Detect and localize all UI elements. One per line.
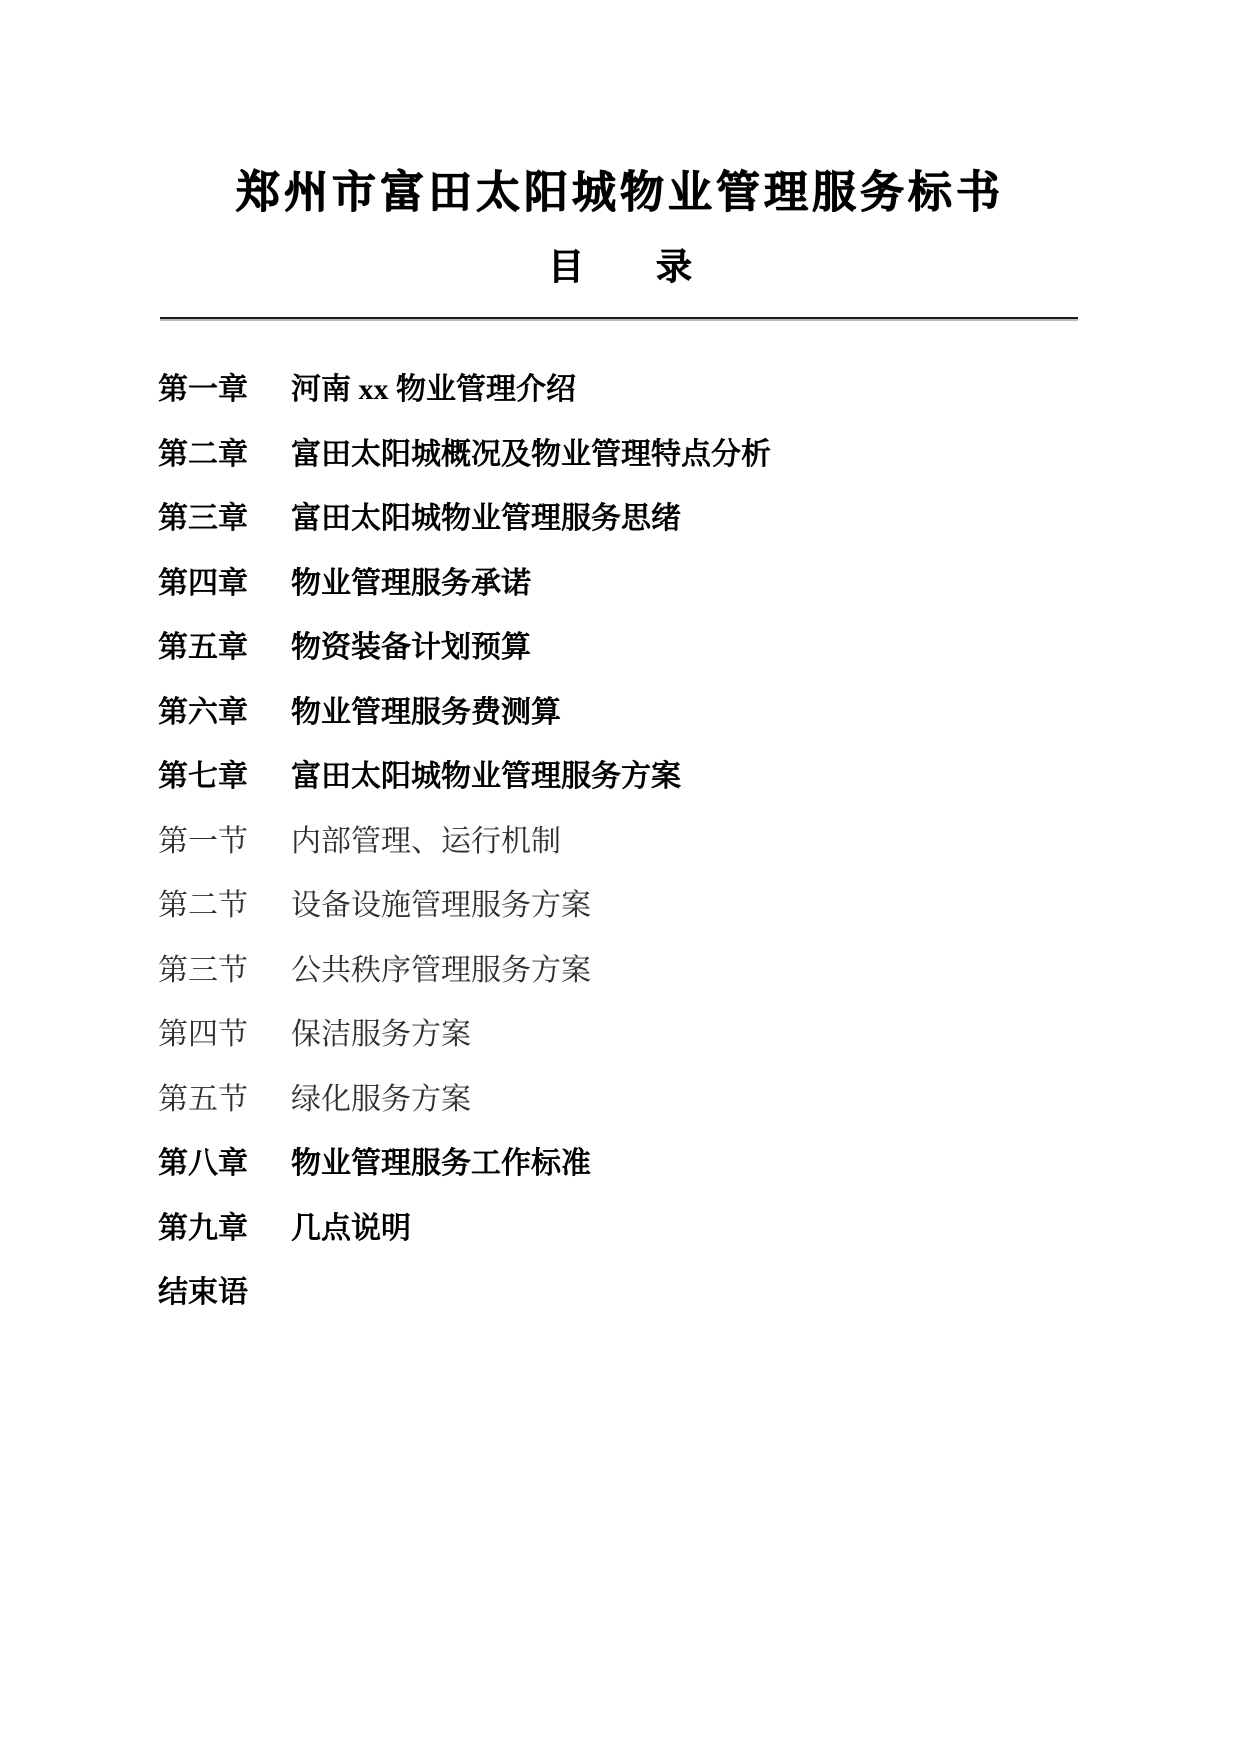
toc-entry [158, 954, 1180, 1019]
toc-entry-label: 第三章 [158, 502, 248, 535]
toc-entry [158, 502, 1180, 567]
toc-entry-label: 第五章 [158, 631, 248, 664]
toc-entry-label: 第四章 [158, 566, 248, 600]
toc-entry [158, 696, 1180, 761]
toc-entry-label: 结束语 [158, 1276, 248, 1309]
toc-entry-label: 第四节 [158, 1018, 248, 1051]
toc-entry-title: 公共秩序管理服务方案 [291, 953, 591, 987]
toc-entry [158, 1212, 1180, 1277]
toc-entry-label: 第六章 [158, 695, 248, 729]
toc-entry [158, 1083, 1180, 1148]
toc-entry [158, 1276, 1180, 1341]
toc-list [158, 373, 1180, 1341]
toc-heading: 目 录 [547, 247, 692, 287]
divider-line [160, 317, 1078, 319]
toc-entry-title: 内部管理、运行机制 [291, 824, 561, 858]
toc-entry [158, 1018, 1180, 1083]
toc-entry-label: 第五节 [158, 1082, 248, 1116]
toc-entry-title: 富田太阳城物业管理服务方案 [291, 760, 681, 793]
toc-entry [158, 631, 1180, 696]
toc-entry-title: 河南 xx 物业管理介绍 [291, 373, 576, 406]
toc-entry-title: 富田太阳城概况及物业管理特点分析 [291, 437, 771, 471]
toc-entry-label: 第一节 [158, 824, 248, 858]
toc-entry-label: 第二章 [158, 437, 248, 471]
toc-entry-label: 第八章 [158, 1147, 248, 1180]
toc-entry-label: 第三节 [158, 953, 248, 987]
toc-entry [158, 825, 1180, 890]
toc-entry-title: 物资装备计划预算 [291, 631, 531, 664]
toc-entry-title: 物业管理服务承诺 [291, 566, 531, 600]
toc-entry-label: 第一章 [158, 373, 248, 406]
toc-entry-label: 第七章 [158, 760, 248, 793]
toc-entry [158, 567, 1180, 632]
toc-entry [158, 760, 1180, 825]
toc-entry-title: 物业管理服务工作标准 [291, 1147, 591, 1180]
toc-entry-title: 绿化服务方案 [291, 1082, 471, 1116]
toc-entry [158, 889, 1180, 954]
toc-entry [158, 438, 1180, 503]
toc-entry-title: 保洁服务方案 [291, 1018, 471, 1051]
toc-entry-label: 第九章 [158, 1211, 248, 1245]
toc-entry-title: 富田太阳城物业管理服务思绪 [291, 502, 681, 535]
toc-entry [158, 1147, 1180, 1212]
toc-entry-title: 几点说明 [291, 1211, 411, 1245]
toc-entry [158, 373, 1180, 438]
document-title: 郑州市富田太阳城物业管理服务标书 [236, 167, 1004, 218]
toc-entry-title: 物业管理服务费测算 [291, 695, 561, 729]
toc-entry-title: 设备设施管理服务方案 [291, 889, 591, 922]
toc-entry-label: 第二节 [158, 889, 248, 922]
